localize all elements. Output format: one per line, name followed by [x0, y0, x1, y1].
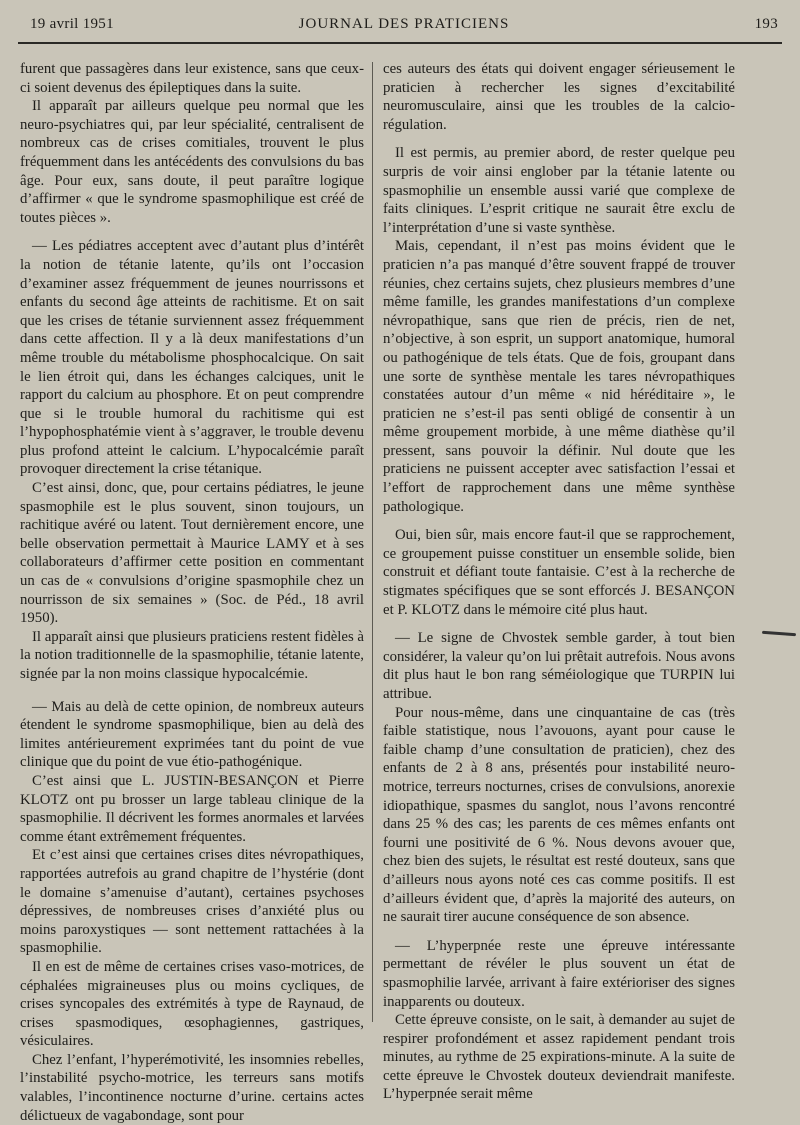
journal-title: JOURNAL DES PRATICIENS [298, 16, 510, 32]
paragraph: Il apparaît ainsi que plusieurs praticiens restent fidèles à la notion traditionnelle de la spasmophilie, tétanie latente, signée par la non moins classique hypocalcémie. [20, 628, 364, 682]
paragraph: — L’hyperpnée reste une épreuve intéressante permettant de révéler le plus souvent un état de spasmophilie larvée, arrivant à faire extérioriser des signes inapparents ou douteux. [383, 937, 735, 1010]
paragraph: ces auteurs des états qui doivent engager sérieusement le praticien à rechercher les signes d’excitabilité neuromusculaire, ainsi que les troubles de la calcio-régulation. [383, 61, 735, 133]
paragraph: — Les pédiatres acceptent avec d’autant plus d’intérêt la notion de tétanie latente, qu’ils ont l’occasion d’examiner assez fréquemment de jeunes nourrissons et enfants du second âge atteints de rachitisme. Et on sait que les crises de tétanie surviennent assez fréquemment dans cette affection. Il y a là deux manifestations d’un même trouble du métabolisme phosphocalcique. On sait le lien étroit qui, dans les échanges calciques, unit le rapport du calcium au phosphore. Et on peut comprendre que si le trouble humoral du rachitisme qui est l’hypophosphatémie vient à s’aggraver, le trouble devenu plus profond atteint le calcium. L’hypocalcémie paraît provoquer directement la crise tétanique. [20, 238, 364, 478]
paragraph: Chez l’enfant, l’hyperémotivité, les insomnies rebelles, l’instabilité psycho-motrice, les terreurs sans motifs valables, l’incontinence nocturne d’urine. certains actes délictueux de vagabondage, sont pour [20, 1051, 364, 1124]
paragraph: C’est ainsi, donc, que, pour certains pédiatres, le jeune spasmophile est le plus souvent, sinon toujours, un rachitique avéré ou latent. Tout dernièrement encore, une belle observation permettait à Maurice LAMY et à ses collaborateurs d’affirmer cette position en commentant un cas de « convulsions d’origine spasmophile chez un nourrisson de six semaines » (Soc. de Péd., 18 avril 1950). [20, 480, 364, 627]
header-rule [18, 42, 782, 44]
paragraph: Il en est de même de certaines crises vaso-motrices, de céphalées migraineuses plus ou moins cycliques, de crises syncopales des extrémités à type de Raynaud, de crises spasmodiques, œsophagiennes, gastriques, vésiculaires. [20, 958, 364, 1050]
paragraph: Mais, cependant, il n’est pas moins évident que le praticien n’a pas manqué d’être souvent frappé de trouver réunies, chez certains sujets, chez plusieurs membres d’une même famille, les grandes manifestations d’un complexe névropathique, sans que rien de précis, rien de net, n’objective, à son esprit, un support anatomique, humoral ou pathogénique de tels états. Que de fois, groupant dans une sorte de synthèse mentale les tares névropathiques constatées autour d’un même « nid héréditaire », le praticien ne s’est-il pas senti obligé de consentir à un même groupement morbide, à une même diathèse qu’il pressent, sans pouvoir la définir. Nul doute que les praticiens ne puissent accepter avec satisfaction l’essai et l’effort de rapprochement dans une même synthèse pathologique. [383, 238, 735, 515]
paragraph: — Le signe de Chvostek semble garder, à tout bien considérer, la valeur qu’on lui prêtait autrefois. Nous avons dit plus haut le bon rang séméiologique que TURPIN lui attribue. [383, 630, 735, 702]
column-divider [372, 62, 373, 1022]
paragraph: — Mais au delà de cette opinion, de nombreux auteurs étendent le syndrome spasmophilique, bien au delà des limites antérieurement exprimées tant du point de vue clinique que du point de vue étio-pathogénique. [20, 698, 364, 771]
paragraph: C’est ainsi que L. JUSTIN-BESANÇON et Pierre KLOTZ ont pu brosser un large tableau clinique de la spasmophilie. Il décrivent les formes anormales et larvées comme étant extrêmement fréquentes. [20, 772, 364, 845]
right-column [383, 60, 735, 1104]
paragraph: Pour nous-même, dans une cinquantaine de cas (très faible statistique, nous l’avouons, ayant pour cause le faible champ d’une consultation de praticien), chez des enfants de 2 à 8 ans, présentés pour instabilité neuro-motrice, terreurs nocturnes, crises de convulsions, anorexie idiopathique, spasmes du sanglot, nous l’avons rencontré dans 25 % des cas; les parents de ces mêmes enfants ont fourni une positivité de 6 %. Nous devons avouer que, chez bien des sujets, le résultat est resté douteux, sans que d’ailleurs nous ayons noté ces cas comme positifs. Il est d’ailleurs évident que, d’après la majorité des auteurs, on ne saurait tirer aucune conséquence de son absence. [383, 704, 735, 926]
paragraph: furent que passagères dans leur existence, sans que ceux-ci soient devenus des épileptiques dans la suite. [20, 61, 364, 96]
paragraph: Oui, bien sûr, mais encore faut-il que se rapprochement, ce groupement puisse constituer un ensemble solide, bien construit et défiant toute fantaisie. C’est à la recherche de stigmates spécifiques que se sont efforcés J. BESANÇON et P. KLOTZ dans le mémoire cité plus haut. [383, 527, 735, 618]
running-header [30, 14, 778, 40]
paragraph: Il est permis, au premier abord, de rester quelque peu surpris de voir ainsi englober par la tétanie latente ou spasmophilie un ensemble aussi varié que complexe de faits cliniques. L’esprit critique ne saurait être exclu de l’interprétation d’une si vaste synthèse. [383, 145, 735, 236]
paragraph: Cette épreuve consiste, on le sait, à demander au sujet de respirer profondément et assez rapidement pendant trois minutes, au rythme de 25 expirations-minute. A la suite de cette épreuve le Chvostek douteux deviendrait manifeste. L’hyperpnée serait même [383, 1012, 735, 1103]
margin-mark [762, 631, 796, 636]
issue-date: 19 avril 1951 [30, 16, 114, 32]
page-number: 193 [754, 16, 778, 32]
left-column [20, 60, 364, 1125]
paragraph: Et c’est ainsi que certaines crises dites névropathiques, rapportées autrefois au grand chapitre de l’hystérie (dont le domaine s’amenuise d’autant), certaines psychoses dépressives, de nombreuses crises d’anxiété plus ou moins paroxystiques — sont nettement rattachées à la spasmophilie. [20, 847, 364, 957]
paragraph: Il apparaît par ailleurs quelque peu normal que les neuro-psychiatres qui, par leur spécialité, centralisent de nombreux cas de crises comitiales, trouvent le plus fréquemment dans les antécédents des convulsions du bas âge. Pour eux, sans doute, il peut paraître logique d’affirmer « que le syndrome spasmophilique est créé de toutes pièces ». [20, 98, 364, 226]
